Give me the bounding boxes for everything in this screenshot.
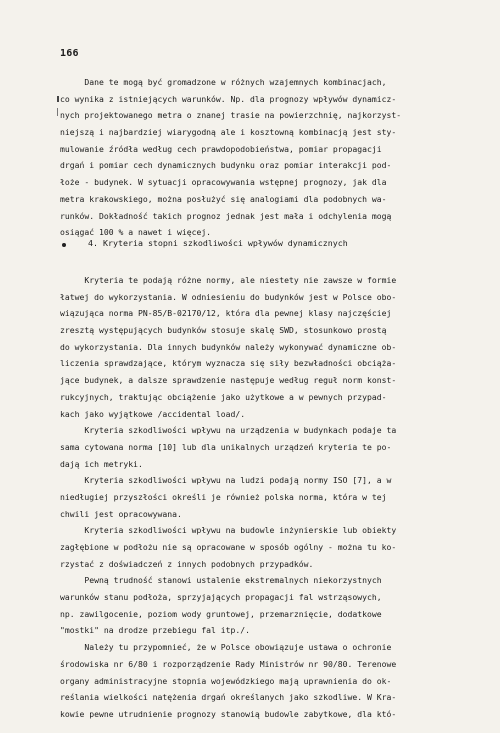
text-line: jące budynek, a dalsze sprawdzenie następuje według reguł norm konst- xyxy=(60,375,397,386)
text-line: runków. Dokładność takich prognoz jednak jest mała i odchylenia mogą xyxy=(60,210,392,221)
text-line: Należy tu przypomnieć, że w Polsce obowiązuje ustawa o ochronie xyxy=(60,642,392,653)
text-line: organy administracyjne stopnia wojewódzkiego mają uprawnienia do ok- xyxy=(60,675,392,686)
text-line: zagłębione w podłożu nie są opracowane w sposób ogólny - można tu ko- xyxy=(60,542,397,552)
text-line: Dane te mogą być gromadzone w różnych wzajemnych kombinacjach, xyxy=(60,77,387,87)
text-line: niejszą i najbardziej wiarygodną ale i kosztowną kombinacją jest sty- xyxy=(60,127,397,138)
text-line: co wynika z istniejących warunków. Np. dla prognozy wpływów dynamicz- xyxy=(60,93,397,104)
margin-mark xyxy=(57,96,59,102)
text-line: sama cytowana norma [10] lub dla unikalnych urządzeń kryteria te po- xyxy=(60,441,392,452)
text-line: Kryteria szkodliwości wpływu na urządzenia w budynkach podaje ta xyxy=(60,425,397,436)
text-line: Kryteria te podają różne normy, ale niestety nie zawsze w formie xyxy=(60,275,397,285)
text-line: nych projektowanego metra o znanej trasie na powierzchnię, najkorzyst- xyxy=(60,110,402,121)
text-line: kach jako wyjątkowe /accidental load/. xyxy=(60,408,246,419)
text-line: wiązująca norma PN-85/B-02170/12, która dla pewnej klasy najczęściej xyxy=(60,308,392,319)
text-line: rzystać z doświadczeń z innych podobnych przypadków. xyxy=(60,558,314,569)
text-line: do wykorzystania. Dla innych budynków należy wykonywać dynamiczne ob- xyxy=(60,341,397,352)
text-line: drgań i pomiar cech dynamicznych budynku oraz pomiar interakcji pod- xyxy=(60,160,392,171)
paragraph-intro xyxy=(60,74,465,241)
text-line: łatwej do wykorzystania. W odniesieniu do budynków jest w Polsce obo- xyxy=(60,291,397,302)
text-line: Kryteria szkodliwości wpływu na budowle inżynierskie lub obiekty xyxy=(60,525,397,536)
page-number: 166 xyxy=(60,48,79,59)
text-line: kowie pewne utrudnienie prognozy stanowią budowle zabytkowe, dla któ- xyxy=(60,708,397,719)
text-line: metra krakowskiego, można posłużyć się analogiami dla podobnych wa- xyxy=(60,193,387,204)
margin-mark xyxy=(57,108,58,116)
text-line: niedługiej przyszłości określi je również polska norma, która w tej xyxy=(60,491,387,502)
text-line: osiągać 100 % a nawet i więcej. xyxy=(60,227,212,238)
bullet-dot xyxy=(62,243,66,247)
text-line: mulowanie źródła według cech prawdopodobieństwa, pomiar propagacji xyxy=(60,143,382,154)
text-line: chwili jest opracowywana. xyxy=(60,508,182,519)
text-line: dają ich metryki. xyxy=(60,458,143,469)
text-line: zresztą występujących budynków stosuje skalę SWD, stosunkowo prostą xyxy=(60,325,387,336)
text-line: warunków stanu podłoża, sprzyjających propagacji fal wstrząsowych, xyxy=(60,592,382,603)
text-line: Pewną trudność stanowi ustalenie ekstremalnych niekorzystnych xyxy=(60,575,382,586)
paragraph-criteria xyxy=(60,272,465,723)
text-line: łoże - budynek. W sytuacji opracowywania wstępnej prognozy, jak dla xyxy=(60,177,387,188)
text-line: Kryteria szkodliwości wpływu na ludzi podają normy ISO [7], a w xyxy=(60,475,392,486)
text-line: np. zawilgocenie, poziom wody gruntowej, przemarznięcie, dodatkowe xyxy=(60,608,382,619)
section-heading: 4. Kryteria stopni szkodliwości wpływów dynamicznych xyxy=(88,238,348,248)
text-line: "mostki" na drodze przebiegu fal itp./. xyxy=(60,625,251,636)
text-line: liczenia sprawdzające, którym wyznacza się siły bezwładności obciąża- xyxy=(60,358,397,369)
text-line: reślania wielkości natężenia drgań określanych jako szkodliwe. W Kra- xyxy=(60,692,397,703)
text-line: rukcyjnych, traktując obciążenie jako użytkowe a w pewnych przypad- xyxy=(60,391,387,402)
text-line: środowiska nr 6/80 i rozporządzenie Rady Ministrów nr 90/80. Terenowe xyxy=(60,658,397,669)
